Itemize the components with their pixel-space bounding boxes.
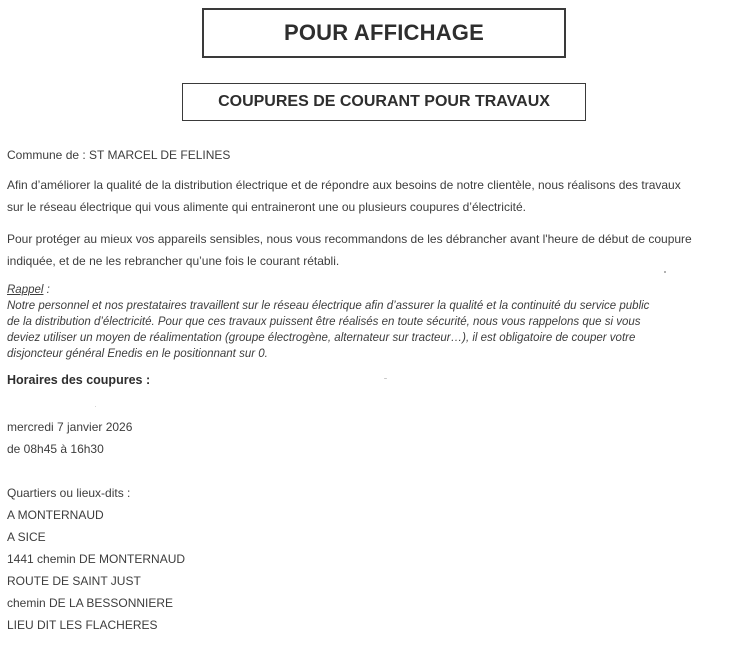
scan-speck: [95, 406, 96, 407]
rappel-heading: [7, 282, 735, 298]
location-item: LIEU DIT LES FLACHERES: [7, 618, 158, 632]
commune-line: Commune de : ST MARCEL DE FELINES: [7, 148, 231, 162]
location-item: chemin DE LA BESSONNIERE: [7, 596, 174, 610]
locations-heading: Quartiers ou lieux-dits :: [7, 486, 131, 500]
page-subtitle: COUPURES DE COURANT POUR TRAVAUX: [218, 93, 550, 110]
schedule-time: de 08h45 à 16h30: [7, 442, 104, 456]
rappel-colon: :: [43, 284, 50, 296]
scan-speck: [384, 378, 387, 379]
intro-line-2: sur le réseau électrique qui vous alimente qui entraineront une ou plusieurs coupures d’électricité.: [7, 200, 526, 214]
location-item: A MONTERNAUD: [7, 508, 104, 522]
subtitle-box: [182, 83, 586, 121]
title-box: [202, 8, 566, 58]
rappel-line-3: deviez utiliser un moyen de réalimentation (groupe électrogène, alternateur sur tracteur…), il est obligatoire de couper votre: [7, 332, 636, 344]
rappel-line-1: Notre personnel et nos prestataires travaillent sur le réseau électrique afin d’assurer la qualité et la continuité du service public: [7, 300, 650, 312]
schedule-heading: Horaires des coupures :: [7, 373, 151, 387]
scan-speck: [664, 271, 666, 273]
schedule-date: mercredi 7 janvier 2026: [7, 420, 133, 434]
advice-line-1: Pour protéger au mieux vos appareils sensibles, nous vous recommandons de les débrancher avant l'heure de début de coupure: [7, 232, 692, 246]
location-item: A SICE: [7, 530, 46, 544]
location-item: ROUTE DE SAINT JUST: [7, 574, 141, 588]
advice-line-2: indiquée, et de ne les rebrancher qu’une fois le courant rétabli.: [7, 254, 340, 268]
rappel-line-2: de la distribution d’électricité. Pour que ces travaux puissent être réalisés en toute sécurité, nous vous rappelons que si vous: [7, 316, 641, 328]
rappel-label: Rappel: [7, 284, 44, 296]
page-title: POUR AFFICHAGE: [284, 20, 484, 45]
rappel-block: [7, 282, 735, 362]
rappel-line-4: disjoncteur général Enedis en le positionnant sur 0.: [7, 348, 268, 360]
location-item: 1441 chemin DE MONTERNAUD: [7, 552, 186, 566]
intro-line-1: Afin d’améliorer la qualité de la distribution électrique et de répondre aux besoins de notre clientèle, nous réalisons des travaux: [7, 178, 681, 192]
